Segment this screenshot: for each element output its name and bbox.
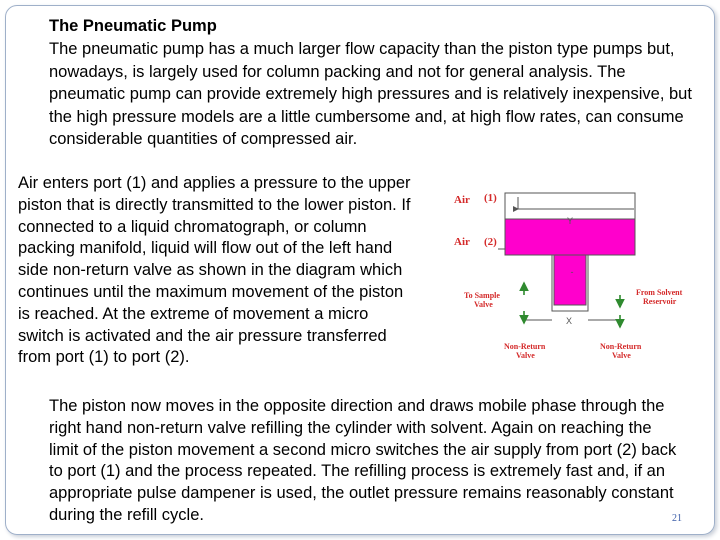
y-label: Y — [567, 216, 574, 226]
nrv-right-label-1: Non-Return — [600, 342, 642, 351]
operation-paragraph: Air enters port (1) and applies a pressure to the upper piston that is directly transmitted to the lower piston. If connected to a liquid chromatograph, or column packing manifold, liquid will flow out of the left hand side non-return valve as shown in the diagram which continues until the maximum movement of the piston is reached. At the extreme of movement a micro switch is activated and the air pressure transferred from port (1) to port (2). — [18, 174, 411, 367]
svg-text:-: - — [570, 267, 574, 277]
pneumatic-pump-diagram — [440, 183, 700, 368]
lower-piston — [554, 255, 586, 305]
nrv-left-label-1: Non-Return — [504, 342, 546, 351]
refill-paragraph: The piston now moves in the opposite direction and draws mobile phase through the right hand non-return valve refilling the cylinder with solvent. Again on reaching the limit of the piston movement a second micro switches the air supply from port (2) back to port (1) and the process repeated. The refilling process is extremely fast and, if an appropriate pulse dampener is used, the outlet pressure remains reasonably constant during the refill cycle. — [49, 397, 677, 524]
intro-paragraph: The pneumatic pump has a much larger flow capacity than the piston type pumps but, nowadays, is largely used for column packing and not for general analysis. The pneumatic pump can provide extremely high pressures and is relatively inexpensive, but the high pressure models are a little cumbersome and, at high flow rates, can consume considerable quantities of compressed air. — [49, 40, 692, 148]
to-sample-label-1: To Sample — [464, 291, 500, 300]
x-label: X — [566, 316, 573, 326]
from-solvent-label-1: From Solvent — [636, 288, 683, 297]
nrv-right-label-2: Valve — [612, 351, 631, 360]
air-label-2: Air — [454, 236, 470, 248]
air-label-1: Air — [454, 194, 470, 206]
port-1-label: (1) — [484, 192, 497, 204]
from-solvent-label-2: Reservoir — [643, 297, 677, 306]
nrv-left-label-2: Valve — [516, 351, 535, 360]
to-sample-label-2: Valve — [474, 300, 493, 309]
page-number: 21 — [672, 513, 682, 524]
slide-title: The Pneumatic Pump — [49, 17, 217, 35]
port-2-label: (2) — [484, 236, 497, 248]
